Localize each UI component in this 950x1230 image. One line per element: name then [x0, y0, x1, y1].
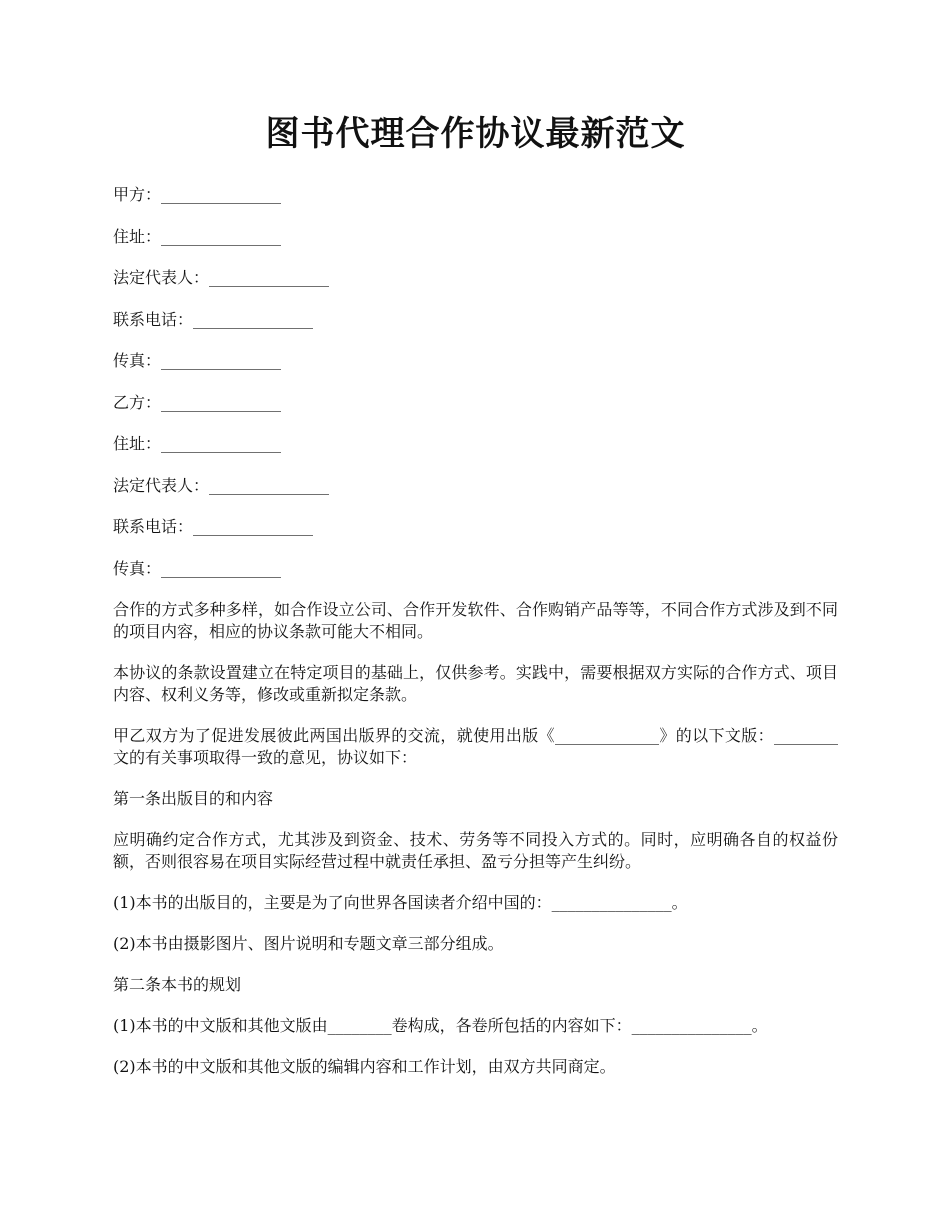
party-b-name-field	[113, 392, 838, 414]
field-label: 联系电话：	[113, 517, 194, 536]
fill-blank: _______________	[193, 517, 314, 536]
article-2-item-1: (1)本书的中文版和其他文版由________卷构成，各卷所包括的内容如下：_______________。	[113, 1016, 768, 1035]
field-label: 法定代表人：	[113, 475, 210, 495]
field-label: 联系电话：	[113, 309, 194, 329]
field-label: 住址：	[113, 226, 162, 246]
party-b-address-field	[113, 433, 838, 455]
party-a-fax-field	[113, 350, 838, 372]
party-a-address-field	[113, 226, 838, 248]
article-2-heading: 第二条本书的规划	[113, 975, 242, 994]
fill-blank: _______________	[161, 434, 282, 453]
fill-blank: _______________	[161, 185, 282, 204]
fill-blank: _______________	[161, 392, 282, 412]
party-a-phone-field	[113, 309, 838, 331]
article-1-item-2: (2)本书由摄影图片、图片说明和专题文章三部分组成。	[113, 934, 504, 953]
party-b-fax-field	[113, 558, 838, 580]
fill-blank: _______________	[161, 558, 282, 578]
intro-paragraph-cooperation: 合作的方式多种多样，如合作设立公司、合作开发软件、合作购销产品等等，不同合作方式涉及到不同的项目内容，相应的协议条款可能大不相同。	[113, 600, 838, 641]
fill-blank: _______________	[161, 351, 282, 370]
field-label: 住址：	[113, 434, 162, 453]
article-1-heading: 第一条出版目的和内容	[113, 789, 274, 808]
party-b-representative-field	[113, 475, 838, 497]
document-title: 图书代理合作协议最新范文	[265, 114, 686, 154]
field-label: 传真：	[113, 558, 162, 578]
field-label: 乙方：	[113, 392, 162, 412]
article-1-note: 应明确约定合作方式，尤其涉及到资金、技术、劳务等不同投入方式的。同时，应明确各自的权益份额，否则很容易在项目实际经营过程中就责任承担、盈亏分担等产生纠纷。	[113, 830, 838, 871]
party-b-phone-field	[113, 516, 838, 538]
article-2-item-2: (2)本书的中文版和其他文版的编辑内容和工作计划，由双方共同商定。	[113, 1057, 616, 1076]
fill-blank: _______________	[161, 226, 282, 246]
party-a-representative-field	[113, 267, 838, 289]
field-label: 法定代表人：	[113, 268, 210, 287]
fill-blank: _______________	[193, 309, 314, 329]
fill-blank: _______________	[209, 475, 330, 495]
fill-blank: _______________	[209, 268, 330, 287]
intro-paragraph-reference: 本协议的条款设置建立在特定项目的基础上，仅供参考。实践中，需要根据双方实际的合作方式、项目内容、权利义务等，修改或重新拟定条款。	[113, 663, 838, 704]
field-label: 甲方：	[113, 185, 162, 204]
field-label: 传真：	[113, 351, 162, 370]
party-a-name-field	[113, 184, 838, 206]
intro-paragraph-agreement: 甲乙双方为了促进发展彼此两国出版界的交流，就使用出版《_____________》的以下文版：________文的有关事项取得一致的意见，协议如下：	[113, 726, 838, 767]
article-1-item-1: (1)本书的出版目的，主要是为了向世界各国读者介绍中国的：_______________。	[113, 893, 688, 912]
